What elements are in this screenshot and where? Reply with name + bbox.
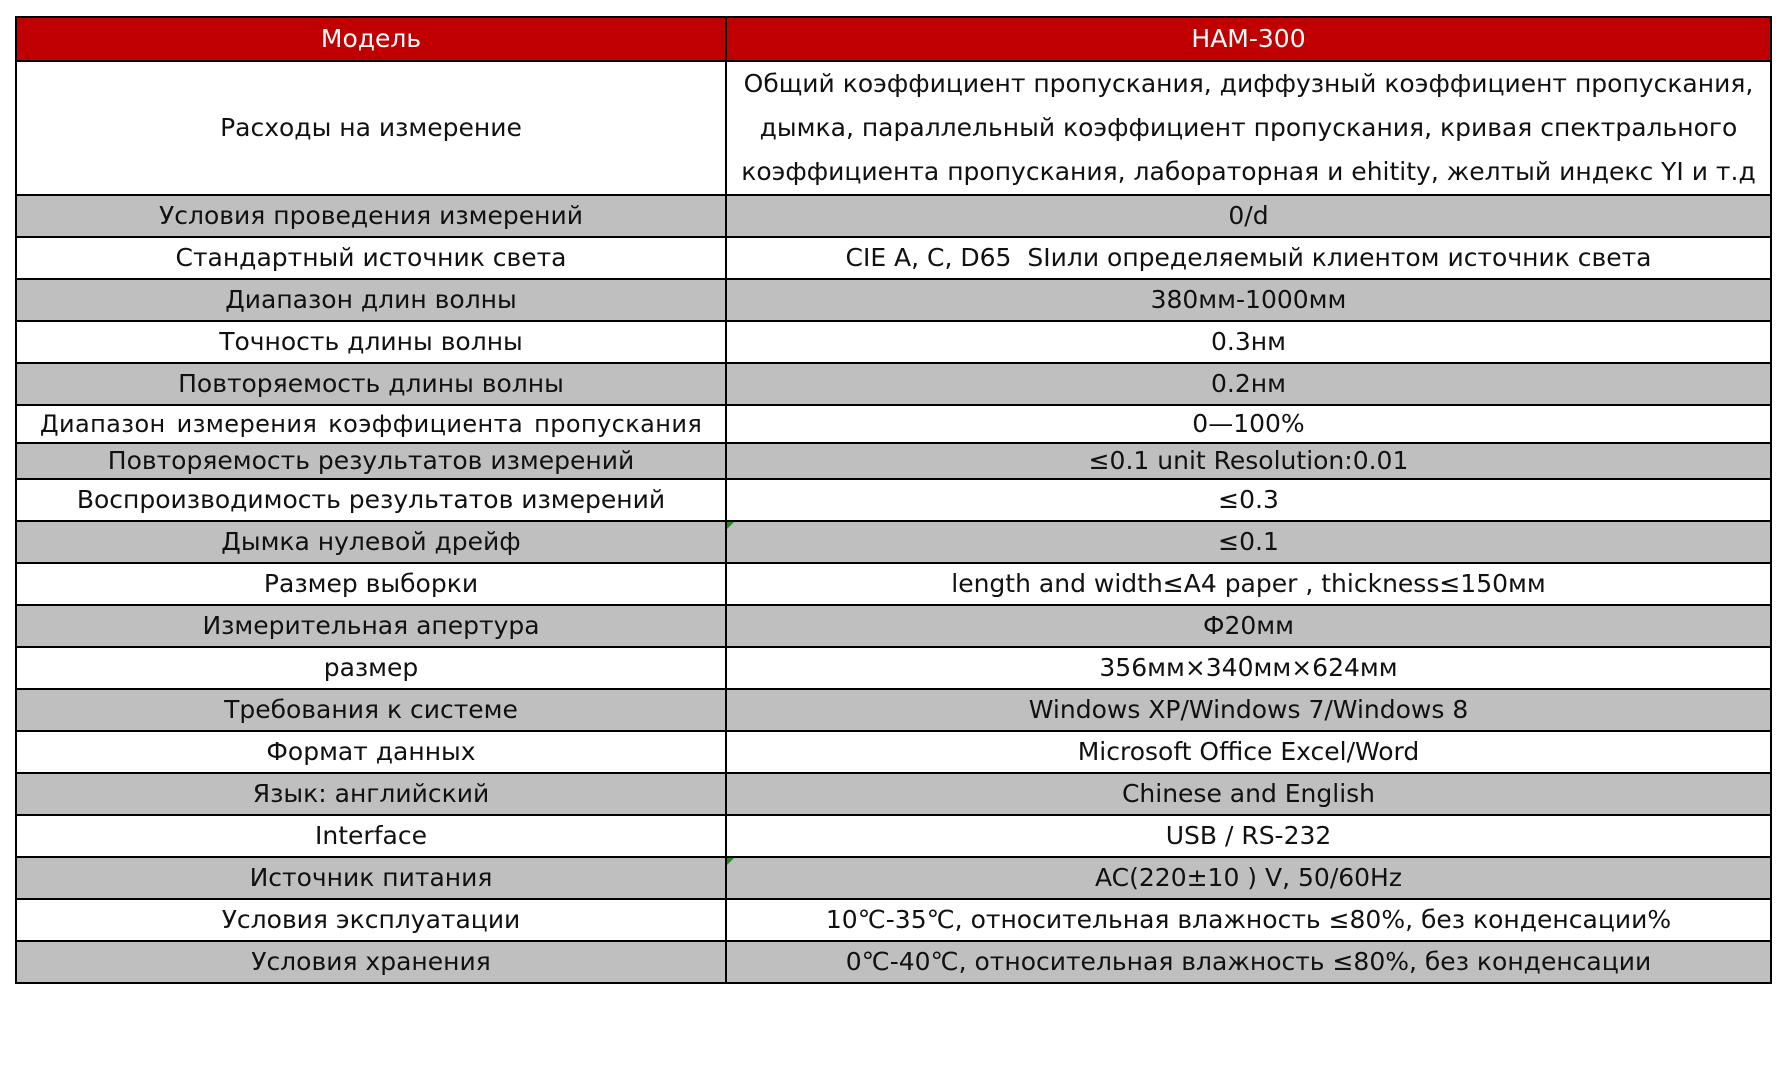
header-cell-model-name: HAM-300 (726, 17, 1771, 61)
header-cell-model: Модель (16, 17, 726, 61)
table-row (16, 363, 1771, 405)
table-row (16, 237, 1771, 279)
param-cell: Формат данных (16, 731, 726, 773)
table-row (16, 899, 1771, 941)
param-cell: Повторяемость результатов измерений (16, 443, 726, 479)
value-cell: AC(220±10 ) V, 50/60Hz (726, 857, 1771, 899)
param-cell: Диапазон длин волны (16, 279, 726, 321)
table-row (16, 479, 1771, 521)
param-cell: размер (16, 647, 726, 689)
param-cell: Требования к системе (16, 689, 726, 731)
value-cell: Ф20мм (726, 605, 1771, 647)
value-cell: 0/d (726, 195, 1771, 237)
param-cell: Стандартный источник света (16, 237, 726, 279)
table-header-row (16, 17, 1771, 61)
table-row (16, 61, 1771, 195)
spec-table (15, 16, 1772, 984)
spec-sheet (15, 16, 1770, 984)
param-cell: Воспроизводимость результатов измерений (16, 479, 726, 521)
param-cell: Условия проведения измерений (16, 195, 726, 237)
table-row (16, 815, 1771, 857)
param-cell: Расходы на измерение (16, 61, 726, 195)
value-cell: 0.3нм (726, 321, 1771, 363)
value-cell: 10℃-35℃, относительная влажность ≤80%, без конденсации% (726, 899, 1771, 941)
param-cell: Повторяемость длины волны (16, 363, 726, 405)
value-cell: Chinese and English (726, 773, 1771, 815)
table-row (16, 195, 1771, 237)
param-cell: Условия эксплуатации (16, 899, 726, 941)
param-cell: Дымка нулевой дрейф (16, 521, 726, 563)
value-cell: ≤0.1 unit Resolution:0.01 (726, 443, 1771, 479)
value-cell: ≤0.3 (726, 479, 1771, 521)
table-row (16, 689, 1771, 731)
value-cell: 380мм-1000мм (726, 279, 1771, 321)
table-row (16, 605, 1771, 647)
table-row (16, 773, 1771, 815)
value-cell: 0℃-40℃, относительная влажность ≤80%, без конденсации (726, 941, 1771, 983)
table-row (16, 941, 1771, 983)
value-cell: CIE A, C, D65 SIили определяемый клиентом источник света (726, 237, 1771, 279)
value-cell: Общий коэффициент пропускания, диффузный коэффициент пропускания, дымка, параллельный коэффициент пропускания, кривая спектрального коэффициента пропускания, лабораторная и ehitity, желтый индекс YI и т.д (726, 61, 1771, 195)
table-row (16, 279, 1771, 321)
param-cell: Измерительная апертура (16, 605, 726, 647)
table-row (16, 443, 1771, 479)
value-cell: 0.2нм (726, 363, 1771, 405)
value-cell: Microsoft Office Excel/Word (726, 731, 1771, 773)
param-cell: Источник питания (16, 857, 726, 899)
param-cell: Диапазон измерения коэффициента пропускания (16, 405, 726, 443)
value-cell: Windows XP/Windows 7/Windows 8 (726, 689, 1771, 731)
value-cell: length and width≤A4 paper , thickness≤150мм (726, 563, 1771, 605)
table-row (16, 563, 1771, 605)
param-cell: Размер выборки (16, 563, 726, 605)
table-row (16, 647, 1771, 689)
value-cell: ≤0.1 (726, 521, 1771, 563)
table-row (16, 521, 1771, 563)
value-cell: 0—100% (726, 405, 1771, 443)
table-row (16, 857, 1771, 899)
param-cell: Условия хранения (16, 941, 726, 983)
param-cell: Язык: английский (16, 773, 726, 815)
table-row (16, 731, 1771, 773)
table-row (16, 405, 1771, 443)
value-cell: USB / RS-232 (726, 815, 1771, 857)
param-cell: Точность длины волны (16, 321, 726, 363)
value-cell: 356мм×340мм×624мм (726, 647, 1771, 689)
table-row (16, 321, 1771, 363)
param-cell: Interface (16, 815, 726, 857)
